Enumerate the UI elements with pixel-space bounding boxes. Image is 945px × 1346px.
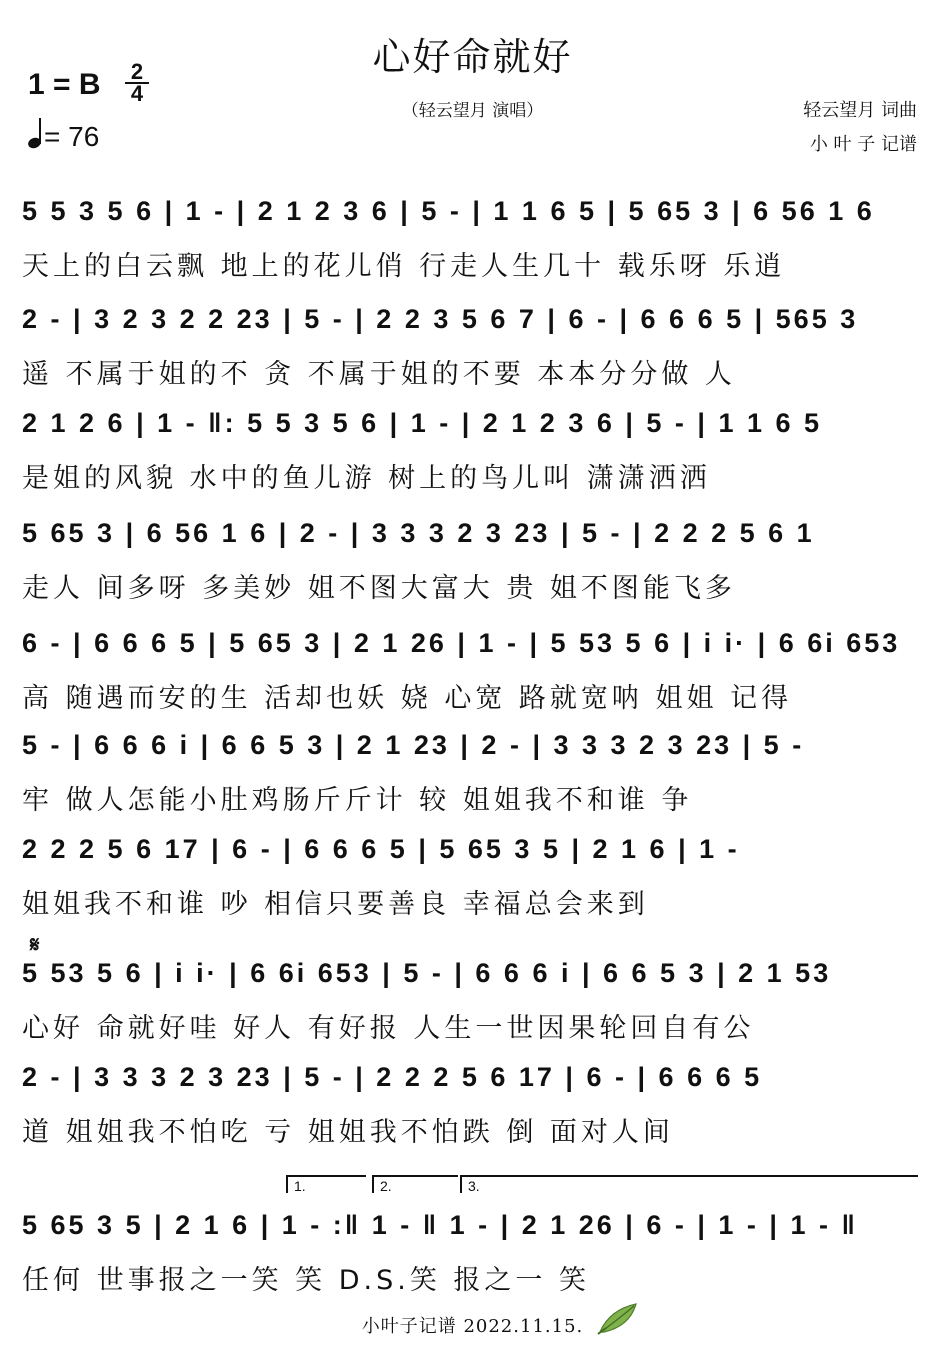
music-system-9 — [22, 1048, 922, 1152]
time-signature — [125, 59, 149, 106]
credits — [803, 94, 917, 162]
meter-top: 2 — [125, 62, 149, 84]
notation-line: 2 - | 3 3 3 2 3 23 | 5 - | 2 2 2 5 6 17 | 6 - | 6 6 6 5 — [22, 1062, 763, 1092]
music-system-3 — [22, 394, 922, 498]
music-system-6 — [22, 716, 922, 820]
credit-transcriber: 小 叶 子 记谱 — [809, 134, 917, 155]
leaf-icon — [596, 1300, 640, 1336]
music-system-1 — [22, 182, 922, 286]
song-title: 心好命就好 — [372, 35, 573, 79]
footer-signature: 小叶子记谱 2022.11.15. — [361, 1316, 584, 1337]
lyric-line: 牢 做人怎能小肚鸡肠斤斤计 较 姐姐我不和谁 争 — [22, 785, 693, 816]
song-subtitle: （轻云望月 演唱） — [401, 101, 544, 121]
lyric-line: 姐姐我不和谁 吵 相信只要善良 幸福总会来到 — [22, 889, 649, 920]
segno-sign: 𝄋 — [30, 932, 40, 958]
music-system-10 — [22, 1196, 922, 1300]
volta-2: 2. — [372, 1175, 458, 1193]
music-system-8 — [22, 944, 922, 1048]
notation-line: 6 - | 6 6 6 5 | 5 65 3 | 2 1 26 | 1 - | 5 53 5 6 | i i· | 6 6i 653 — [22, 628, 901, 658]
lyric-line: 是姐的风貌 水中的鱼儿游 树上的鸟儿叫 潇潇洒洒 — [22, 463, 711, 494]
notation-line: 2 1 2 6 | 1 - ‖: 5 5 3 5 6 | 1 - | 2 1 2 3 6 | 5 - | 1 1 6 5 — [22, 408, 823, 438]
credit-lyricist: 轻云望月 词曲 — [803, 100, 917, 121]
notation-line: 2 - | 3 2 3 2 2 23 | 5 - | 2 2 3 5 6 7 | 6 - | 6 6 6 5 | 565 3 — [22, 304, 859, 334]
lyric-line: 任何 世事报之一笑 笑 D.S.笑 报之一 笑 — [22, 1265, 591, 1296]
notation-line: 5 5 3 5 6 | 1 - | 2 1 2 3 6 | 5 - | 1 1 6 5 | 5 65 3 | 6 56 1 6 — [22, 196, 875, 226]
music-system-2 — [22, 290, 922, 394]
notation-line: 5 65 3 | 6 56 1 6 | 2 - | 3 3 3 2 3 23 | 5 - | 2 2 2 5 6 1 — [22, 518, 815, 548]
key-signature: 1 = B — [28, 68, 101, 101]
lyric-line: 高 随遇而安的生 活却也妖 娆 心宽 路就宽呐 姐姐 记得 — [22, 683, 793, 714]
music-system-4 — [22, 504, 922, 608]
meter-bottom: 4 — [130, 81, 144, 106]
lyric-line: 道 姐姐我不怕吃 亏 姐姐我不怕跌 倒 面对人间 — [22, 1117, 674, 1148]
volta-3: 3. — [460, 1175, 918, 1193]
tempo-value: = 76 — [44, 121, 100, 152]
notation-line: 5 53 5 6 | i i· | 6 6i 653 | 5 - | 6 6 6 i | 6 6 5 3 | 2 1 53 — [22, 958, 832, 988]
music-system-5 — [22, 614, 922, 718]
lyric-line: 走人 间多呀 多美妙 姐不图大富大 贵 姐不图能飞多 — [22, 573, 736, 604]
music-system-7 — [22, 820, 922, 924]
tempo-marking — [28, 120, 99, 153]
notation-line: 2 2 2 5 6 17 | 6 - | 6 6 6 5 | 5 65 3 5 | 2 1 6 | 1 - — [22, 834, 740, 864]
volta-1: 1. — [286, 1175, 366, 1193]
lyric-line: 心好 命就好哇 好人 有好报 人生一世因果轮回自有公 — [22, 1013, 755, 1044]
notation-line: 5 65 3 5 | 2 1 6 | 1 - :‖ 1 - ‖ 1 - | 2 1 26 | 6 - | 1 - | 1 - ‖ — [22, 1210, 858, 1240]
lyric-line: 天上的白云飘 地上的花儿俏 行走人生几十 载乐呀 乐逍 — [22, 251, 786, 282]
notation-line: 5 - | 6 6 6 i | 6 6 5 3 | 2 1 23 | 2 - | 3 3 3 2 3 23 | 5 - — [22, 730, 805, 760]
lyric-line: 遥 不属于姐的不 贪 不属于姐的不要 本本分分做 人 — [22, 359, 736, 390]
quarter-note-icon — [28, 120, 44, 150]
